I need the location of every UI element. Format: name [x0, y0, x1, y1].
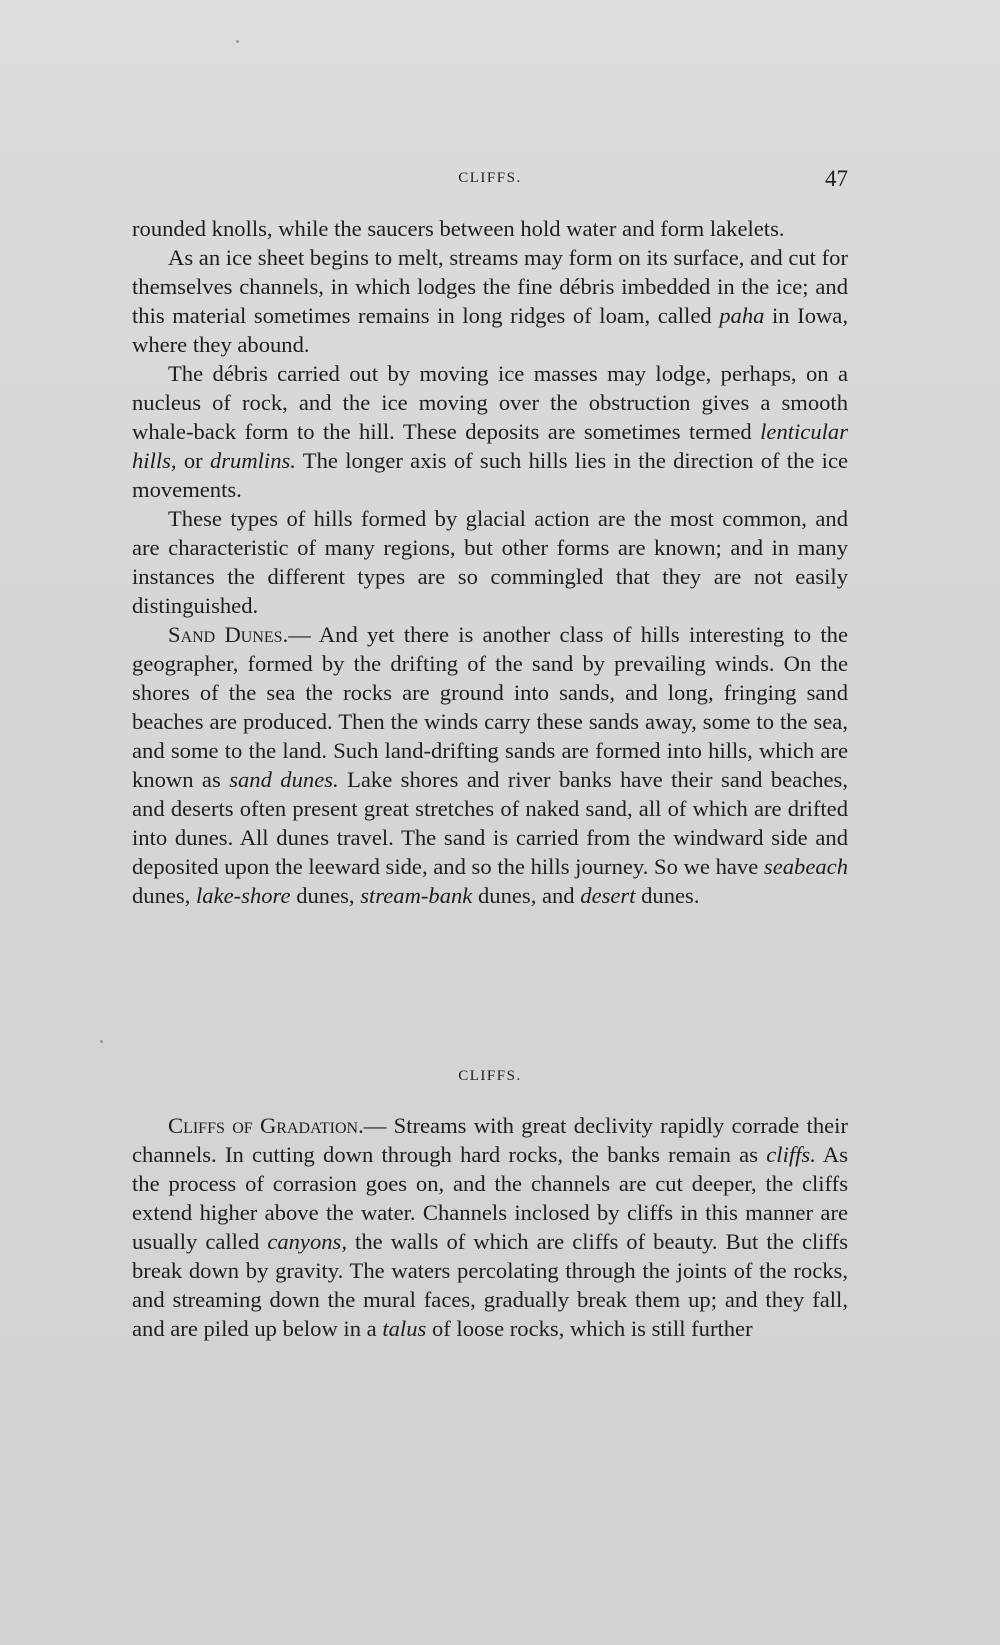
paragraph-text: The débris carried out by moving ice masses may lodge, perhaps, on a nucleus of rock, and the ice moving over the obstruction gives a smooth whale-back form to the hill. These deposits are sometimes termed — [132, 361, 848, 444]
italic-term: stream-bank — [360, 883, 473, 908]
paragraph-text: dunes. — [635, 883, 700, 908]
running-head — [132, 166, 848, 196]
page-number: 47 — [825, 166, 848, 191]
italic-term: lenticular hills, — [132, 419, 848, 473]
paragraph-lead-in: Sand Dunes. — [168, 622, 289, 647]
paper-speck — [236, 40, 239, 43]
paragraph-sand-dunes — [132, 620, 848, 910]
paragraph-text: Lake shores and river banks have their sand beaches, and deserts often present great stretches of naked sand, all of which are drifted into dunes. All dunes travel. The sand is carried from the windward side and deposited upon the leeward side, and so the hills journey. So we have — [132, 767, 849, 879]
italic-term: talus — [382, 1316, 427, 1341]
paper-speck — [100, 1040, 103, 1043]
italic-term: cliffs. — [766, 1142, 816, 1167]
paragraph-text: or — [176, 448, 210, 473]
text-block-hills — [132, 214, 848, 910]
paragraph-continuation — [132, 214, 848, 243]
paragraph-text: dunes, and — [472, 883, 581, 908]
paragraph-text: rounded knolls, while the saucers between hold water and form lakelets. — [132, 216, 785, 241]
paragraph-text: dunes, — [132, 883, 197, 908]
italic-term: canyons, — [267, 1229, 347, 1254]
italic-term: seabeach — [763, 854, 848, 879]
text-block-cliffs — [132, 1111, 848, 1343]
paragraph-text: of loose rocks, which is still further — [426, 1316, 753, 1341]
paragraph-text: — Streams with great declivity rapidly corrade their channels. In cutting down through hard rocks, the banks remain as — [132, 1113, 848, 1167]
paragraph-text: These types of hills formed by glacial action are the most common, and are characteristic of many regions, but other forms are known; and in many instances the different types are so commingled that they are not easily distinguished. — [132, 506, 848, 618]
paragraph-cliffs-of-gradation — [132, 1111, 848, 1343]
paragraph-text: the walls of which are cliffs of beauty. But the cliffs break down by gravity. The waters percolating through the joints of the rocks, and streaming down the mural faces, gradually break them up; and they fall, and are piled up below in a — [132, 1229, 849, 1341]
paragraph-text: — And yet there is another class of hills interesting to the geographer, formed by the drifting of the sand by prevailing winds. On the shores of the sea the rocks are ground into sands, and long, fringing sand beaches are produced. Then the winds carry these sands away, some to the sea, and some to the land. Such land-drifting sands are formed into hills, which are known as — [132, 622, 848, 792]
paragraph-text: As the process of corrasion goes on, and the channels are cut deeper, the cliffs extend higher above the water. Channels inclosed by cliffs in this manner are usually called — [132, 1142, 848, 1254]
paragraph-text: dunes, — [290, 883, 361, 908]
paragraph-drumlins — [132, 359, 848, 504]
italic-term: paha — [719, 303, 765, 328]
running-title: CLIFFS. — [458, 170, 522, 186]
paragraph-text: As an ice sheet begins to melt, streams may form on its surface, and cut for themselves channels, in which lodges the fine débris imbedded in the ice; and this material sometimes remains in long ridges of loam, called — [132, 245, 848, 328]
section-heading: CLIFFS. — [458, 1068, 522, 1084]
paragraph-text: in Iowa, where they abound. — [132, 303, 848, 357]
italic-term: drumlins. — [209, 448, 296, 473]
paragraph-glacial-types — [132, 504, 848, 620]
italic-term: sand dunes. — [229, 767, 339, 792]
paragraph-text: The longer axis of such hills lies in the direction of the ice movements. — [132, 448, 848, 502]
italic-term: desert — [580, 883, 636, 908]
italic-term: lake-shore — [196, 883, 291, 908]
paragraph-lead-in: Cliffs of Gradation. — [168, 1113, 364, 1138]
paragraph-ice-melt — [132, 243, 848, 359]
